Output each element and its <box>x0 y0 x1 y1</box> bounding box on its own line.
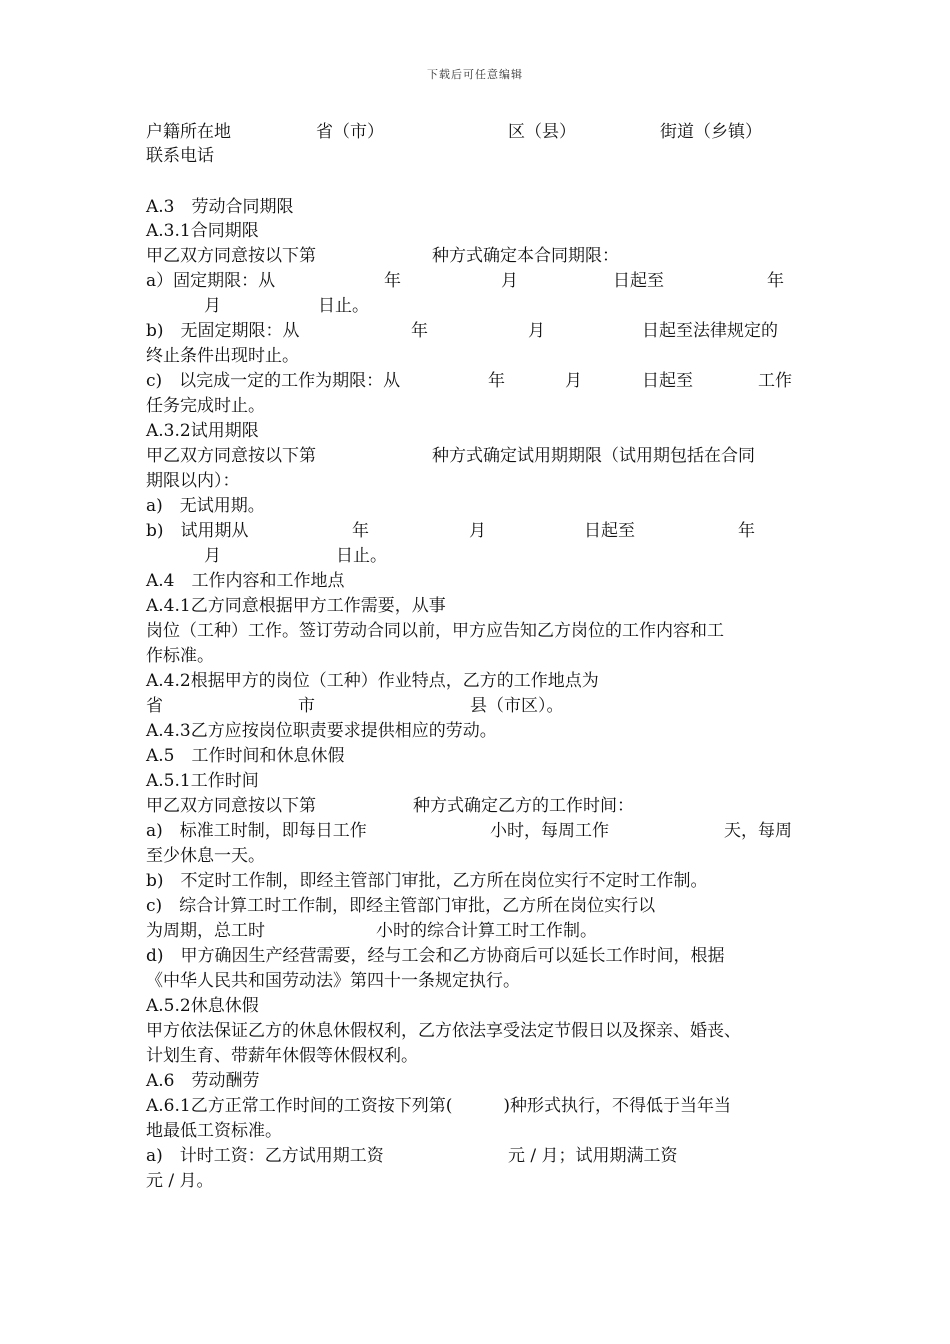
text-segment: 小时，每周工作 <box>490 821 609 841</box>
text-segment: 年 <box>384 271 401 291</box>
text-segment: 日止。 <box>336 546 387 566</box>
text-segment: 种方式确定试用期期限（试用期包括在合同 <box>432 446 755 466</box>
text-segment: 户籍所在地 <box>146 122 231 142</box>
text-segment: 天，每周 <box>724 821 792 841</box>
text-segment: 小时的综合计算工时工作制。 <box>376 921 597 941</box>
text-segment: 地最低工资标准。 <box>146 1121 282 1141</box>
text-segment: 日止。 <box>318 296 369 316</box>
text-segment: A.6 劳动酬劳 <box>146 1071 260 1091</box>
text-segment: 年 <box>738 521 755 541</box>
text-segment: 日起至 <box>613 271 664 291</box>
text-segment: 任务完成时止。 <box>146 396 265 416</box>
text-segment: 元 / 月；试用期满工资 <box>508 1146 678 1166</box>
text-segment: A.4.3乙方应按岗位职责要求提供相应的劳动。 <box>146 721 497 741</box>
text-segment: A.3.1合同期限 <box>146 221 259 241</box>
text-segment: 甲乙双方同意按以下第 <box>146 446 316 466</box>
text-segment: 省 <box>146 696 163 716</box>
text-segment: A.6.1乙方正常工作时间的工资按下列第( )种形式执行，不得低于当年当 <box>146 1096 731 1116</box>
text-segment: 月 <box>204 296 221 316</box>
text-segment: 年 <box>411 321 428 341</box>
text-segment: 终止条件出现时止。 <box>146 346 299 366</box>
text-segment: c) 综合计算工时工作制，即经主管部门审批，乙方所在岗位实行以 <box>146 896 656 916</box>
text-segment: 工作 <box>758 371 792 391</box>
text-segment: 为周期，总工时 <box>146 921 265 941</box>
text-segment: 计划生育、带薪年休假等休假权利。 <box>146 1046 418 1066</box>
text-segment: A.4.2根据甲方的岗位（工种）作业特点，乙方的工作地点为 <box>146 671 599 691</box>
text-segment: 月 <box>204 546 221 566</box>
text-segment: 月 <box>528 321 545 341</box>
text-segment: 月 <box>501 271 518 291</box>
text-segment: 日起至 <box>584 521 635 541</box>
text-segment: 甲乙双方同意按以下第 <box>146 796 316 816</box>
text-segment: c) 以完成一定的工作为期限：从 <box>146 371 401 391</box>
text-segment: 作标准。 <box>146 646 214 666</box>
text-segment: 月 <box>469 521 486 541</box>
text-segment: b) 不定时工作制，即经主管部门审批，乙方所在岗位实行不定时工作制。 <box>146 871 708 891</box>
text-segment: A.3 劳动合同期限 <box>146 197 294 217</box>
text-segment: 甲方依法保证乙方的休息休假权利，乙方依法享受法定节假日以及探亲、婚丧、 <box>146 1021 741 1041</box>
text-segment: 联系电话 <box>146 146 214 166</box>
text-segment: a) 计时工资：乙方试用期工资 <box>146 1146 384 1166</box>
text-segment: 街道（乡镇） <box>660 122 762 142</box>
text-segment: 种方式确定乙方的工作时间： <box>413 796 634 816</box>
text-segment: 年 <box>488 371 505 391</box>
text-segment: 区（县） <box>508 122 576 142</box>
text-segment: 《中华人民共和国劳动法》第四十一条规定执行。 <box>146 971 520 991</box>
text-segment: 市 <box>298 696 315 716</box>
text-segment: A.4.1乙方同意根据甲方工作需要，从事 <box>146 596 446 616</box>
text-segment: 年 <box>767 271 784 291</box>
text-segment: 省（市） <box>316 122 384 142</box>
text-segment: d) 甲方确因生产经营需要，经与工会和乙方协商后可以延长工作时间，根据 <box>146 946 725 966</box>
text-segment: 元 / 月。 <box>146 1171 214 1191</box>
text-segment: 月 <box>565 371 582 391</box>
text-segment: b) 试用期从 <box>146 521 249 541</box>
page-header: 下载后可任意编辑 <box>427 68 523 81</box>
text-segment: 日起至 <box>642 371 693 391</box>
text-segment: A.3.2试用期限 <box>146 421 259 441</box>
text-segment: a）固定期限：从 <box>146 271 276 291</box>
text-segment: A.5 工作时间和休息休假 <box>146 746 345 766</box>
text-segment: 日起至法律规定的 <box>642 321 778 341</box>
text-segment: 种方式确定本合同期限： <box>432 246 619 266</box>
text-segment: a) 无试用期。 <box>146 496 265 516</box>
text-segment: 至少休息一天。 <box>146 846 265 866</box>
text-segment: 甲乙双方同意按以下第 <box>146 246 316 266</box>
text-segment: a) 标准工时制，即每日工作 <box>146 821 367 841</box>
text-segment: A.5.2休息休假 <box>146 996 259 1016</box>
text-segment: 期限以内）： <box>146 471 240 491</box>
text-segment: 岗位（工种）工作。签订劳动合同以前，甲方应告知乙方岗位的工作内容和工 <box>146 621 724 641</box>
text-segment: 年 <box>352 521 369 541</box>
text-segment: b) 无固定期限：从 <box>146 321 300 341</box>
text-segment: A.5.1工作时间 <box>146 771 259 791</box>
text-segment: 县（市区）。 <box>470 696 564 716</box>
text-segment: A.4 工作内容和工作地点 <box>146 571 345 591</box>
